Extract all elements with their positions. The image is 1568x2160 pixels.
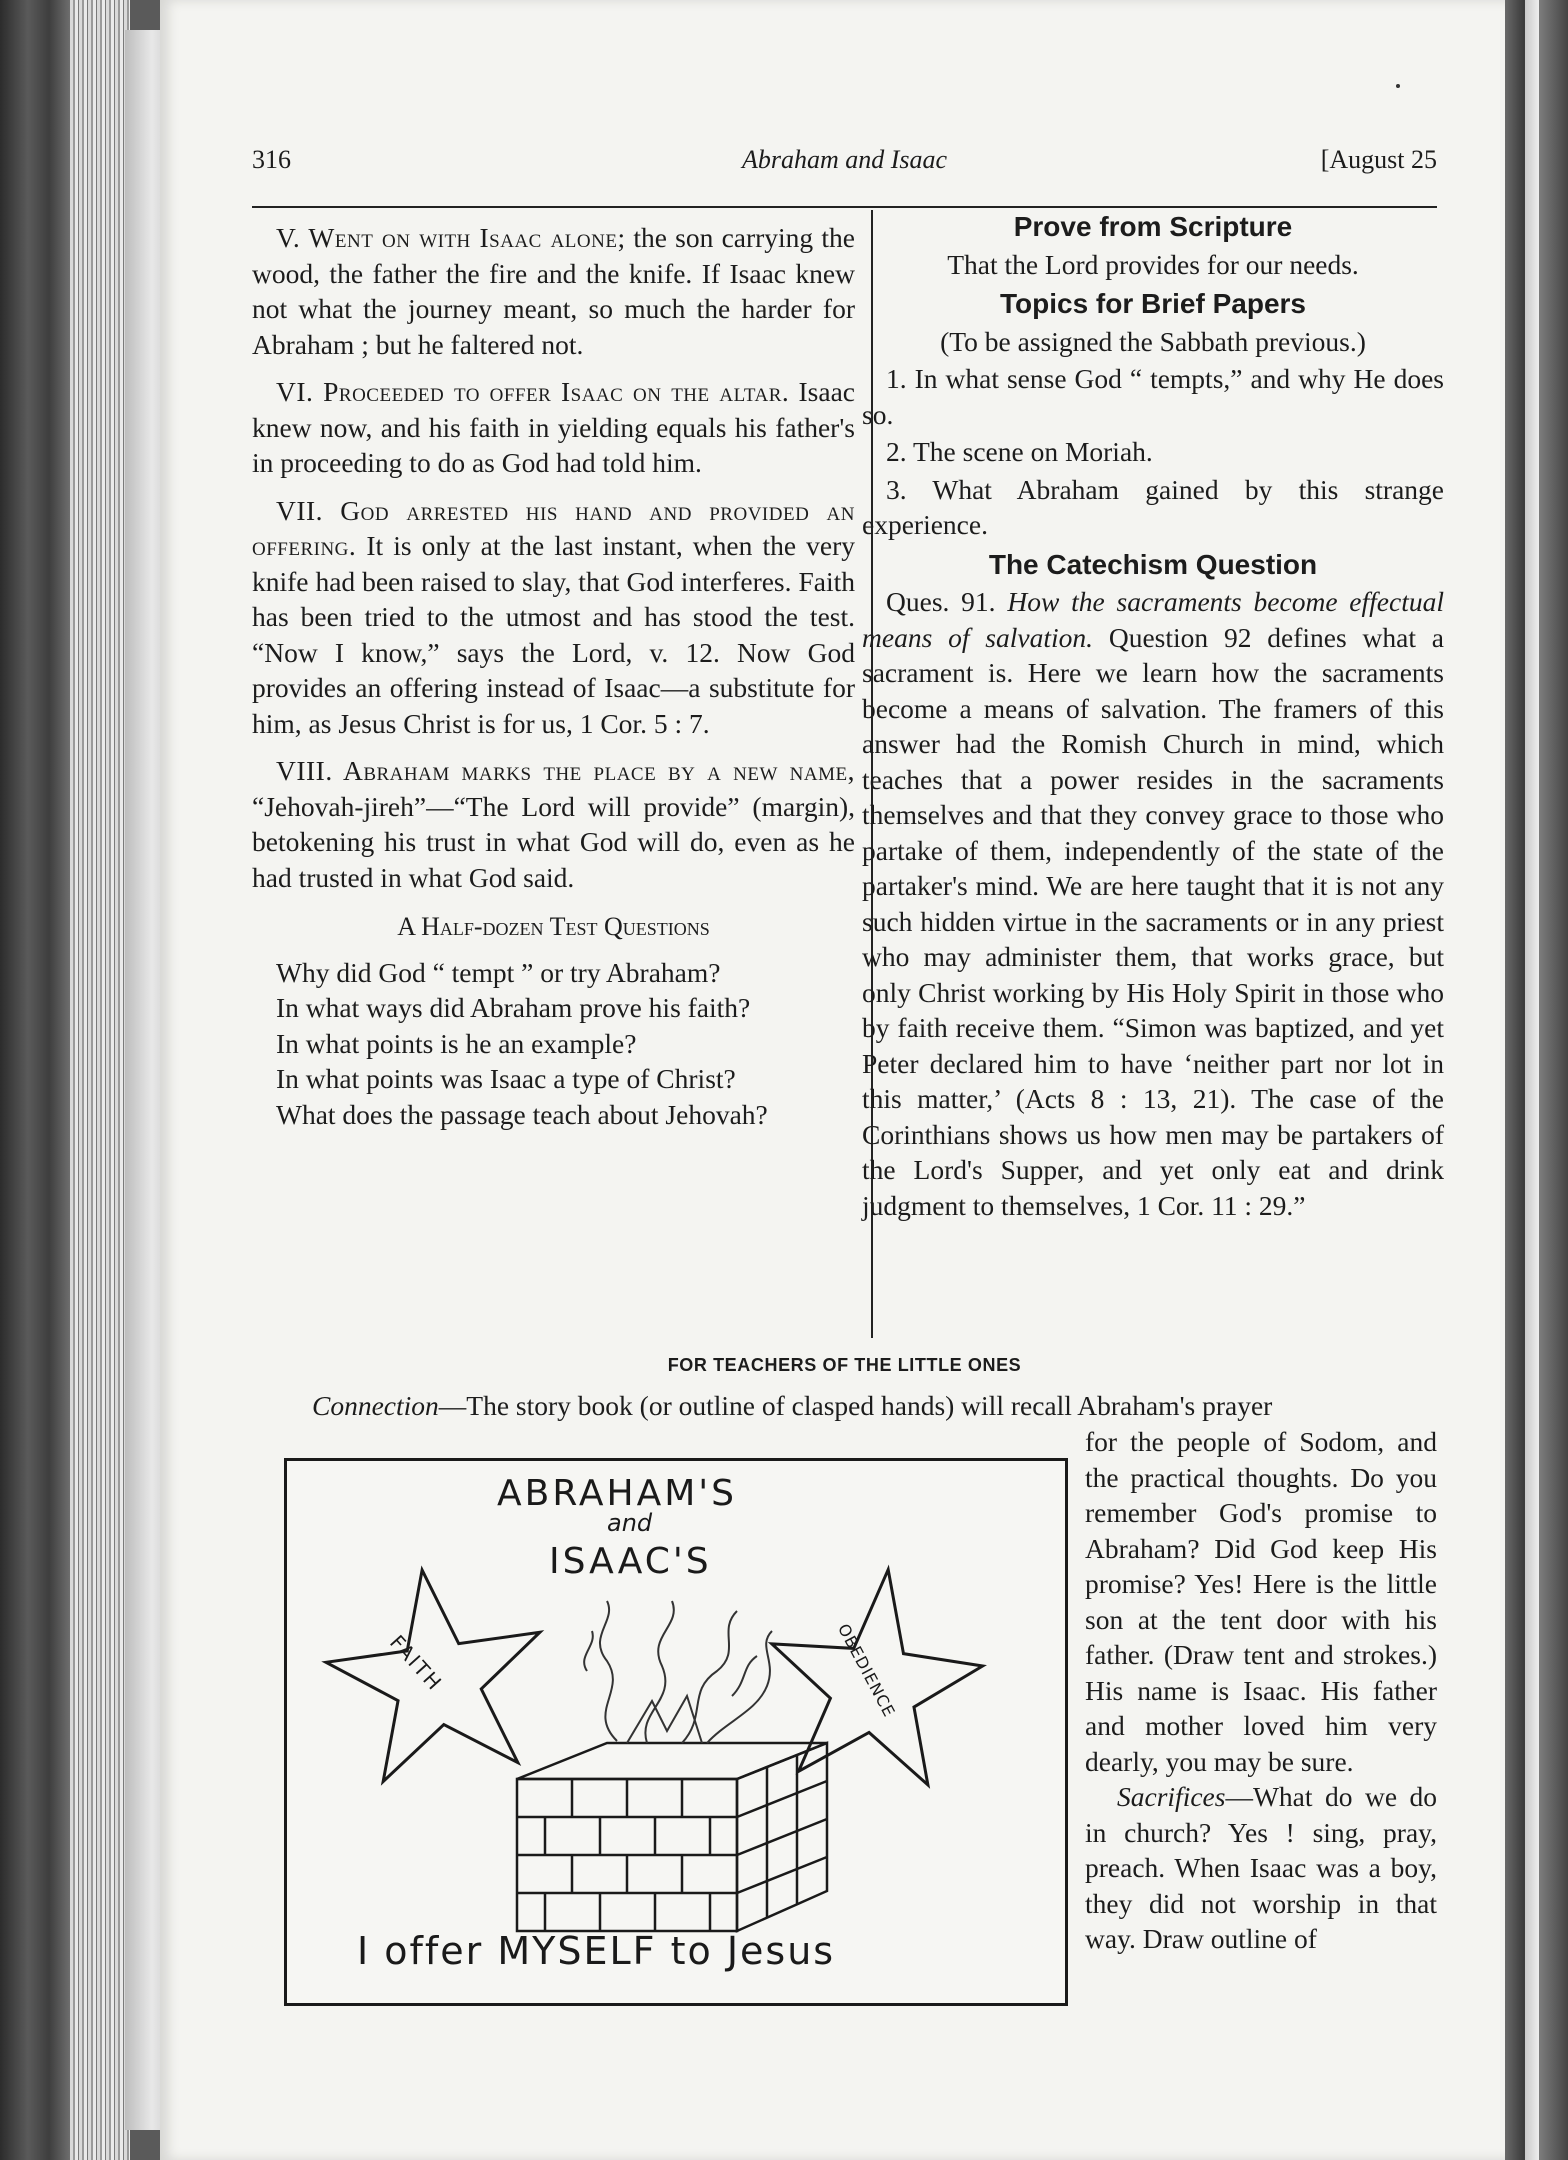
- page-edge-right: [1525, 0, 1539, 2160]
- paragraph-viii: [252, 753, 855, 895]
- star-right-label: OBEDIENCE: [833, 1620, 900, 1721]
- running-date: [August 25: [1320, 145, 1437, 174]
- drawing-caption: I offer MYSELF to Jesus: [357, 1929, 836, 1973]
- topic-item: 1. In what sense God “ tempts,” and why He does so.: [862, 363, 1444, 430]
- blackboard-drawing: [284, 1458, 1068, 2006]
- sacrifices-text: —What do we do in church? Yes ! sing, pray, preach. When Isaac was a boy, they did not worship in that way. Draw outline of: [1085, 1781, 1437, 1954]
- question-item: In what ways did Abraham prove his faith?: [276, 992, 751, 1023]
- flame-smoke-icon: [584, 1601, 772, 1743]
- ques-title: How the sacraments become effectual means of salvation.: [862, 586, 1444, 653]
- drawing-title-line1: ABRAHAM'S: [497, 1473, 738, 1514]
- topic-item: 2. The scene on Moriah.: [886, 436, 1153, 467]
- page-stack-left: [70, 0, 130, 2160]
- paragraph-vii: [252, 493, 855, 742]
- paragraph-v-lead: V. Went on with Isaac alone: [276, 222, 618, 253]
- connection-label: Connection: [312, 1390, 439, 1421]
- speck: [1396, 84, 1400, 88]
- book-binding: [0, 0, 70, 2160]
- little-ones-heading: FOR TEACHERS OF THE LITTLE ONES: [667, 1355, 1022, 1375]
- paragraph-vii-text: It is only at the last instant, when the very knife had been raised to slay, that God interferes. Faith has been tried to the utmost and has stood the test. “Now I know,” says the Lord, v. 12. Now God provides an offering instead of Isaac—a substitute for him, as Jesus Christ is for us, 1 Cor. 5 : 7.: [252, 530, 855, 739]
- star-left-label: FAITH: [385, 1630, 448, 1696]
- paragraph-viii-lead: VIII. Abraham marks the place by a new name,: [276, 755, 855, 786]
- paragraph-vii-lead: VII. God arrested his hand and provided an offering.: [252, 494, 855, 561]
- sacrifices-paragraph: [1085, 1779, 1437, 1957]
- question-item: In what points is he an example?: [276, 1027, 637, 1059]
- test-questions-heading: A Half-dozen Test Questions: [397, 912, 710, 941]
- paragraph-v: [252, 220, 855, 362]
- drawing-title-line2: ISAAC'S: [549, 1541, 712, 1582]
- paragraph-viii-text: “Jehovah-jireh”—“The Lord will provide” (margin), betokening his trust in what God will do, even as he had trusted in what God said.: [252, 790, 855, 893]
- prove-heading: Prove from Scripture: [1013, 211, 1293, 242]
- sacrifices-label: Sacrifices: [1117, 1781, 1226, 1812]
- drawing-title-and: and: [607, 1509, 653, 1537]
- little-ones-column: [1085, 1424, 1437, 1957]
- topics-note: (To be assigned the Sabbath previous.): [940, 325, 1366, 357]
- question-item: Why did God “ tempt ” or try Abraham?: [276, 956, 721, 988]
- connection-line: [252, 1388, 1437, 1424]
- catechism-paragraph: [862, 584, 1444, 1223]
- question-item: In what points was Isaac a type of Christ?: [276, 1063, 736, 1094]
- left-column: [252, 220, 855, 1132]
- catechism-heading: The Catechism Question: [988, 548, 1318, 580]
- connection-continued: for the people of Sodom, and the practical thoughts. Do you remember God's promise to Abraham? Did God keep His promise? Yes! Here is the little son at the tent door with his father. (Draw tent and strokes.) His name is Isaac. His father and mother loved him very dearly, you may be sure.: [1085, 1426, 1437, 1777]
- paragraph-vi: [252, 374, 855, 481]
- running-header: [252, 145, 1437, 185]
- ques-label: Ques. 91.: [886, 586, 996, 617]
- paragraph-vi-text: Isaac knew now, and his faith in yielding equals his father's in proceeding to do as God had told him.: [252, 376, 855, 478]
- question-item: What does the passage teach about Jehovah?: [276, 1098, 768, 1130]
- page-number: 316: [252, 145, 291, 174]
- altar-icon: [517, 1743, 827, 1931]
- topic-item: 3. What Abraham gained by this strange experience.: [862, 473, 1444, 540]
- test-questions-list: [252, 955, 855, 1133]
- prove-text: That the Lord provides for our needs.: [947, 248, 1359, 280]
- paragraph-vi-lead: VI. Proceeded to offer Isaac on the altar.: [276, 376, 790, 407]
- running-title: Abraham and Isaac: [741, 145, 948, 174]
- right-column: [862, 205, 1444, 1235]
- topics-heading: Topics for Brief Papers: [999, 288, 1306, 319]
- connection-text: —The story book (or outline of clasped hands) will recall Abraham's prayer: [438, 1390, 1273, 1421]
- catechism-text: Question 92 defines what a sacrament is. Here we learn how the sacraments become a means of salvation. The framers of this answer had the Romish Church in mind, which teaches that a power resides in the sacraments themselves and that they convey grace to those who partake of them, independently of the state of the partaker's mind. We are here taught that it is not any such hidden virtue in the sacraments or in any priest who may administer them, that works grace, but only Christ working by His Holy Spirit in those who by faith receive them. “Simon was baptized, and yet Peter declared him to have ‘neither part nor lot in this matter,’ (Acts 8 : 13, 21). The case of the Corinthians shows us how men may be partakers of the Lord's Supper, and yet only eat and drink judgment to themselves, 1 Cor. 11 : 29.”: [862, 621, 1444, 1221]
- paragraph-v-text: ; the son carrying the wood, the father the fire and the knife. If Isaac knew not what the journey meant, so much the harder for Abraham ; but he faltered not.: [252, 222, 856, 360]
